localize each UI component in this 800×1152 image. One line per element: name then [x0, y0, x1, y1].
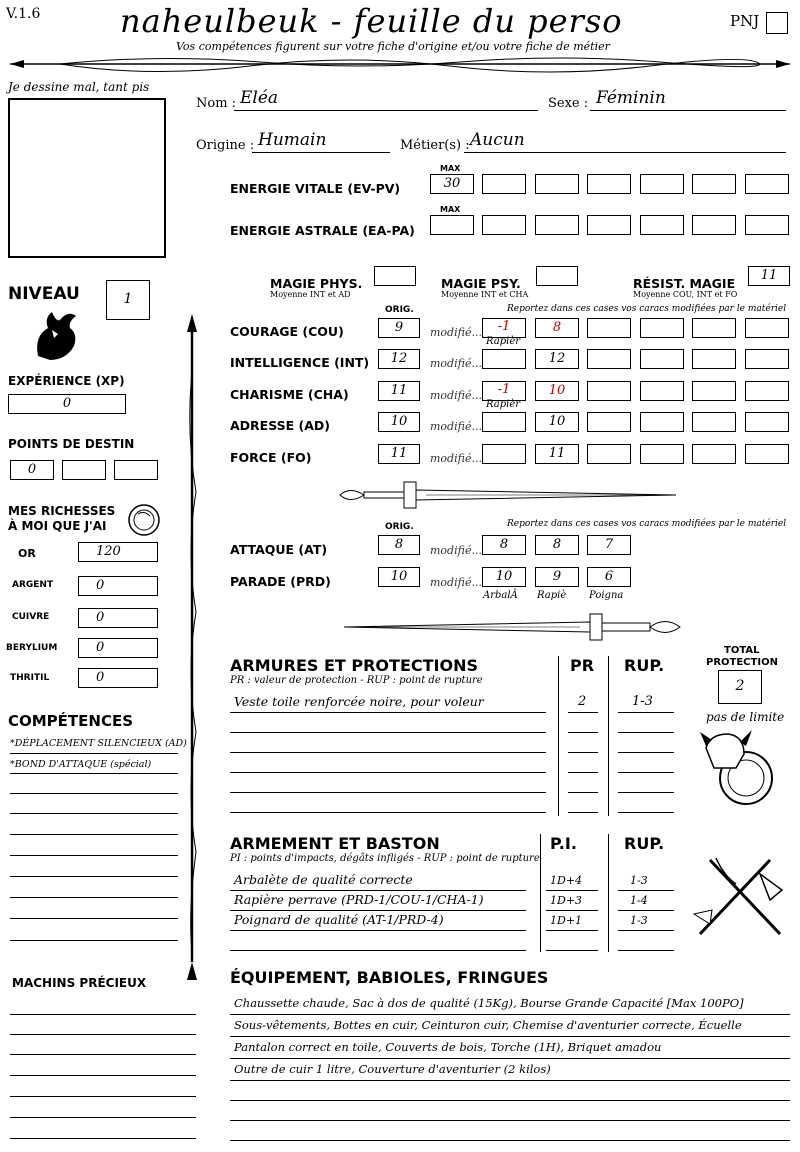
vertical-spear-icon [182, 312, 202, 982]
ea-max-box[interactable] [430, 215, 474, 235]
stat-mod-box[interactable] [745, 349, 789, 369]
stat-orig-value: 12 [390, 351, 408, 366]
combat-label: ATTAQUE (AT) [230, 542, 328, 557]
armor-pr-header: PR [570, 656, 595, 675]
stat-mod-box[interactable] [587, 349, 631, 369]
armor-sub: PR : valeur de protection - RUP : point de rupture [230, 675, 483, 686]
combat-orig-value: 10 [390, 569, 408, 584]
stat-mod-box[interactable] [482, 349, 526, 369]
stat-label: INTELLIGENCE (INT) [230, 355, 370, 370]
ea-label: ENERGIE ASTRALE (EA-PA) [230, 223, 415, 238]
stat-mod2-value: 11 [548, 446, 566, 461]
combat-orig-value: 8 [394, 537, 404, 552]
ev-max-label: MAX [440, 164, 461, 173]
ev-value: 30 [443, 176, 461, 191]
ea-box-2[interactable] [482, 215, 526, 235]
combat-orig-label: ORIG. [385, 522, 414, 532]
weapon-pi: 1D+1 [550, 914, 583, 927]
ev-box-2[interactable] [482, 174, 526, 194]
ea-box-7[interactable] [745, 215, 789, 235]
spear-divider-icon [0, 50, 800, 80]
combat-note: Reportez dans ces cases vos caracs modifiées par le matériel [507, 519, 787, 529]
total-label-1: TOTAL [724, 645, 760, 656]
machins-precieux-title: MACHINS PRÉCIEUX [12, 976, 147, 990]
stat-mod-box[interactable] [587, 444, 631, 464]
stat-orig-value: 9 [394, 320, 404, 335]
crossed-weapons-icon [690, 854, 790, 938]
stat-label: CHARISME (CHA) [230, 387, 349, 402]
stat-mod2-value: 10 [548, 383, 566, 398]
thritil-label: THRITIL [10, 673, 50, 683]
stat-mod1-value: -1 [497, 319, 511, 334]
stat-mod-box[interactable] [640, 318, 684, 338]
metier-label: Métier(s) : [400, 138, 470, 153]
pnj-checkbox[interactable] [766, 12, 788, 34]
berylium-value: 0 [96, 640, 105, 655]
ev-box-7[interactable] [745, 174, 789, 194]
competences-title: COMPÉTENCES [8, 712, 134, 730]
stat-mod-box[interactable] [640, 412, 684, 432]
metier-value[interactable]: Aucun [470, 130, 525, 150]
magie-phys-note: Moyenne INT et AD [270, 290, 351, 299]
equipment-line: Pantalon correct en toile, Couverts de bois, Torche (1H), Briquet amadou [234, 1040, 662, 1054]
stat-modifie-label: modifié... [430, 452, 482, 465]
stat-mod1-value: -1 [497, 382, 511, 397]
weapon-name: Arbalète de qualité correcte [234, 872, 413, 887]
armor-rup-header: RUP. [624, 656, 665, 675]
resist-magie-value: 11 [760, 268, 778, 283]
stat-mod-box[interactable] [692, 318, 736, 338]
or-value: 120 [96, 544, 121, 559]
combat-mod-value: 7 [604, 537, 614, 552]
stat-mod-box[interactable] [640, 349, 684, 369]
stat-mod-box[interactable] [640, 381, 684, 401]
total-label-2: PROTECTION [706, 657, 778, 668]
cuivre-label: CUIVRE [12, 612, 50, 622]
niveau-label: NIVEAU [8, 284, 80, 304]
cuivre-value: 0 [96, 610, 105, 625]
ea-box-4[interactable] [587, 215, 631, 235]
magie-psy-box[interactable] [536, 266, 578, 286]
magie-psy-label: MAGIE PSY. [441, 276, 521, 291]
combat-mod-value: 8 [552, 537, 562, 552]
weapons-title: ARMEMENT ET BASTON [230, 834, 440, 853]
ev-box-5[interactable] [640, 174, 684, 194]
stat-mod-box[interactable] [692, 412, 736, 432]
ev-box-4[interactable] [587, 174, 631, 194]
stat-label: ADRESSE (AD) [230, 418, 331, 433]
stat-modifie-label: modifié... [430, 357, 482, 370]
portrait-caption: Je dessine mal, tant pis [8, 80, 150, 94]
resist-magie-label: RÉSIST. MAGIE [633, 276, 736, 291]
no-limit-label: pas de limite [706, 710, 785, 724]
skill-2: *BOND D'ATTAQUE (spécial) [10, 759, 152, 770]
weapon-note-2: Rapiè [537, 590, 567, 601]
sheet-subtitle: Vos compétences figurent sur votre fiche d'origine et/ou votre fiche de métier [176, 40, 610, 53]
weapon-pi: 1D+4 [550, 874, 583, 887]
dragon-icon [30, 306, 82, 364]
combat-mod-value: 6 [604, 569, 614, 584]
weapon-name: Poignard de qualité (AT-1/PRD-4) [234, 912, 444, 927]
combat-modifie-label: modifié... [430, 544, 482, 557]
stat-modifie-label: modifié... [430, 326, 482, 339]
equipment-line: Chaussette chaude, Sac à dos de qualité (15Kg), Bourse Grande Capacité [Max 100PO] [234, 996, 744, 1010]
destin-label: POINTS DE DESTIN [8, 437, 135, 451]
sword-divider-2-icon [340, 608, 686, 646]
stats-orig-label: ORIG. [385, 305, 414, 315]
weapon-rup: 1-3 [630, 874, 648, 887]
destin-box-3[interactable] [114, 460, 158, 480]
magie-phys-box[interactable] [374, 266, 416, 286]
ev-label: ENERGIE VITALE (EV-PV) [230, 181, 401, 196]
stat-modifie-label: modifié... [430, 420, 482, 433]
origine-value[interactable]: Humain [258, 130, 327, 150]
stat-mod-box[interactable] [587, 318, 631, 338]
stat-modifie-label: modifié... [430, 389, 482, 402]
combat-mod-value: 10 [495, 569, 513, 584]
stat-mod-box[interactable] [482, 412, 526, 432]
berylium-label: BERYLIUM [6, 643, 58, 653]
weapons-sub: PI : points d'impacts, dégâts infligés - RUP : point de rupture [230, 853, 540, 864]
stat-mod-box[interactable] [745, 318, 789, 338]
berylium-box[interactable] [78, 638, 158, 658]
sexe-value[interactable]: Féminin [596, 88, 666, 108]
stat-mod-box[interactable] [482, 444, 526, 464]
stat-mod2-value: 8 [552, 320, 562, 335]
cuivre-box[interactable] [78, 608, 158, 628]
xp-label: EXPÉRIENCE (XP) [8, 374, 125, 388]
stat-mod-box[interactable] [692, 349, 736, 369]
coin-icon [126, 502, 162, 538]
magie-psy-note: Moyenne INT et CHA [441, 290, 529, 299]
argent-box[interactable] [78, 576, 158, 596]
combat-mod-value: 9 [552, 569, 562, 584]
skill-1: *DÉPLACEMENT SILENCIEUX (AD) [10, 738, 187, 749]
combat-modifie-label: modifié... [430, 576, 482, 589]
richesses-label-1: MES RICHESSES [8, 504, 116, 518]
stat-label: FORCE (FO) [230, 450, 312, 465]
helmet-shield-icon [700, 728, 778, 812]
weapon-rup: 1-4 [630, 894, 648, 907]
stat-mod-box[interactable] [692, 444, 736, 464]
stat-mod-box[interactable] [745, 381, 789, 401]
thritil-box[interactable] [78, 668, 158, 688]
xp-value: 0 [62, 396, 72, 411]
total-protection-value: 2 [735, 678, 745, 694]
equipment-title: ÉQUIPEMENT, BABIOLES, FRINGUES [230, 968, 549, 987]
weapon-pi: 1D+3 [550, 894, 583, 907]
portrait-frame[interactable] [8, 98, 166, 258]
armor-item-1-name: Veste toile renforcée noire, pour voleur [234, 694, 484, 709]
stat-mod-note: Rapièr [486, 336, 521, 347]
nom-value[interactable]: Eléa [240, 88, 279, 108]
ea-box-3[interactable] [535, 215, 579, 235]
niveau-value: 1 [123, 291, 133, 307]
combat-mod-value: 8 [499, 537, 509, 552]
weapons-rup-header: RUP. [624, 834, 665, 853]
armor-item-1-rup: 1-3 [632, 694, 653, 709]
stat-label: COURAGE (COU) [230, 324, 344, 339]
equipment-line: Sous-vêtements, Bottes en cuir, Ceinturon cuir, Chemise d'aventurier correcte, Écuelle [234, 1018, 742, 1032]
version-label: V.1.6 [6, 6, 41, 22]
stat-mod-note: Rapièr [486, 399, 521, 410]
argent-label: ARGENT [12, 580, 54, 590]
ea-max-label: MAX [440, 205, 461, 214]
nom-label: Nom : [196, 96, 237, 111]
richesses-label-2: À MOI QUE J'AI [8, 519, 107, 533]
sword-divider-icon [336, 478, 686, 512]
stat-mod2-value: 10 [548, 414, 566, 429]
stat-mod-box[interactable] [745, 412, 789, 432]
ea-box-6[interactable] [692, 215, 736, 235]
stat-mod-box[interactable] [640, 444, 684, 464]
weapons-pi-header: P.I. [550, 834, 577, 853]
stat-mod-box[interactable] [587, 412, 631, 432]
or-label: OR [18, 547, 36, 560]
stat-orig-value: 10 [390, 414, 408, 429]
combat-label: PARADE (PRD) [230, 574, 331, 589]
armor-item-1-pr: 2 [578, 694, 587, 709]
weapon-note-1: ArbalÂ [483, 590, 518, 601]
stat-mod2-value: 12 [548, 351, 566, 366]
pnj-label: PNJ [730, 12, 760, 30]
destin-value-1: 0 [27, 462, 37, 477]
magie-phys-label: MAGIE PHYS. [270, 276, 363, 291]
stats-note: Reportez dans ces cases vos caracs modifiées par le matériel [507, 304, 787, 314]
resist-magie-note: Moyenne COU, INT et FO [633, 290, 738, 299]
stat-orig-value: 11 [390, 446, 408, 461]
ev-box-6[interactable] [692, 174, 736, 194]
stat-mod-box[interactable] [692, 381, 736, 401]
sheet-title: naheulbeuk - feuille du perso [120, 2, 623, 40]
weapon-rup: 1-3 [630, 914, 648, 927]
armor-title: ARMURES ET PROTECTIONS [230, 656, 478, 675]
weapon-name: Rapière perrave (PRD-1/COU-1/CHA-1) [234, 892, 484, 907]
stat-orig-value: 11 [390, 383, 408, 398]
thritil-value: 0 [96, 670, 105, 685]
stat-mod-box[interactable] [587, 381, 631, 401]
origine-label: Origine : [196, 138, 255, 153]
weapon-note-3: Poigna [589, 590, 624, 601]
ea-box-5[interactable] [640, 215, 684, 235]
stat-mod-box[interactable] [745, 444, 789, 464]
destin-box-2[interactable] [62, 460, 106, 480]
argent-value: 0 [96, 578, 105, 593]
ev-box-3[interactable] [535, 174, 579, 194]
equipment-line: Outre de cuir 1 litre, Couverture d'aventurier (2 kilos) [234, 1062, 551, 1076]
sexe-label: Sexe : [548, 96, 589, 111]
